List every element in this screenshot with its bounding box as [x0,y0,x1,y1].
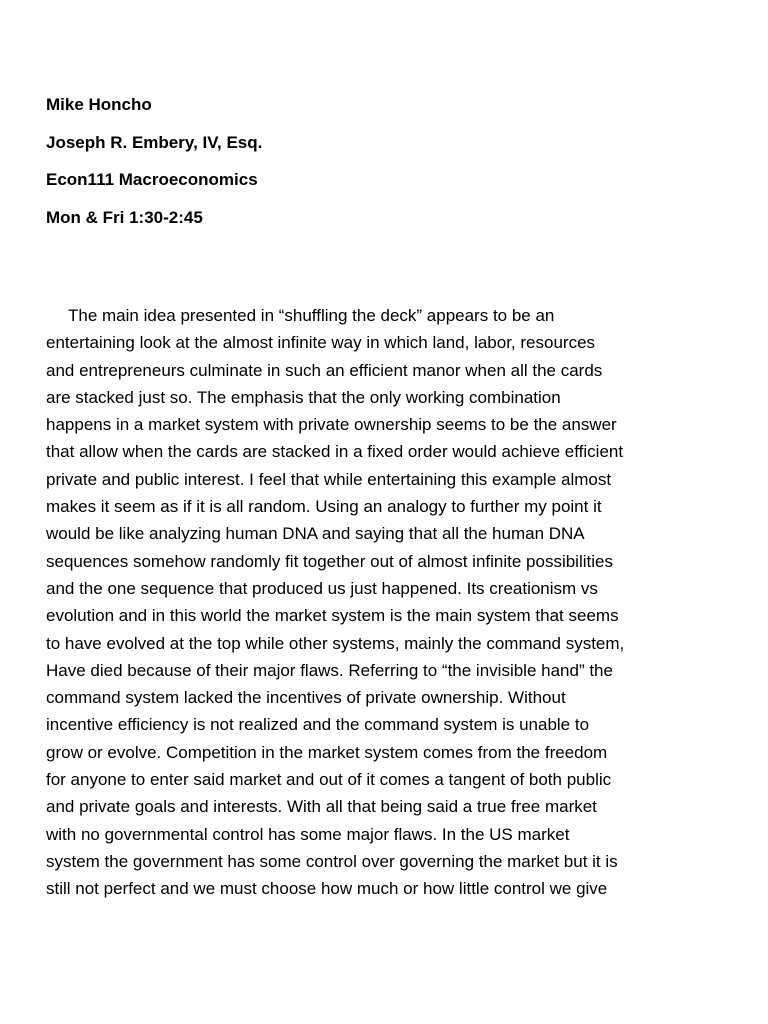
body-line: entertaining look at the almost infinite way in which land, labor, resources [46,333,596,353]
body-line: still not perfect and we must choose how much or how little control we give [46,879,608,899]
body-line: private and public interest. I feel that while entertaining this example almost [46,469,612,489]
body-line: system the government has some control over governing the market but it is [46,851,618,871]
body-line: are stacked just so. The emphasis that the only working combination [46,387,561,407]
body-line: The main idea presented in “shuffling the deck” appears to be an [68,306,555,325]
body-line: command system lacked the incentives of private ownership. Without [46,688,566,708]
course-title: Econ111 Macroeconomics [46,170,258,189]
body-line: and private goals and interests. With all that being said a true free market [46,797,597,817]
body-line: Have died because of their major flaws. Referring to “the invisible hand” the [46,660,613,680]
body-line: for anyone to enter said market and out of it comes a tangent of both public [46,770,612,790]
body-line: would be like analyzing human DNA and saying that all the human DNA [46,524,585,544]
instructor-name: Joseph R. Embery, IV, Esq. [46,132,263,152]
essay-header [46,93,726,243]
body-line: that allow when the cards are stacked in a fixed order would achieve efficient [46,442,624,462]
body-line: makes it seem as if it is all random. Using an analogy to further my point it [46,497,602,517]
class-schedule: Mon & Fri 1:30-2:45 [46,207,203,227]
body-line: to have evolved at the top while other systems, mainly the command system, [46,633,625,653]
body-line: sequences somehow randomly fit together out of almost infinite possibilities [46,551,613,571]
body-line: incentive efficiency is not realized and the command system is unable to [46,715,590,735]
essay-body [46,302,726,903]
body-line: evolution and in this world the market system is the main system that seems [46,606,619,626]
body-line: and the one sequence that produced us just happened. Its creationism vs [46,578,598,598]
student-name: Mike Honcho [46,95,152,114]
body-line: grow or evolve. Competition in the market system comes from the freedom [46,742,608,762]
body-line: with no governmental control has some major flaws. In the US market [46,824,570,844]
body-line: and entrepreneurs culminate in such an efficient manor when all the cards [46,360,603,380]
body-line: happens in a market system with private ownership seems to be the answer [46,415,617,435]
